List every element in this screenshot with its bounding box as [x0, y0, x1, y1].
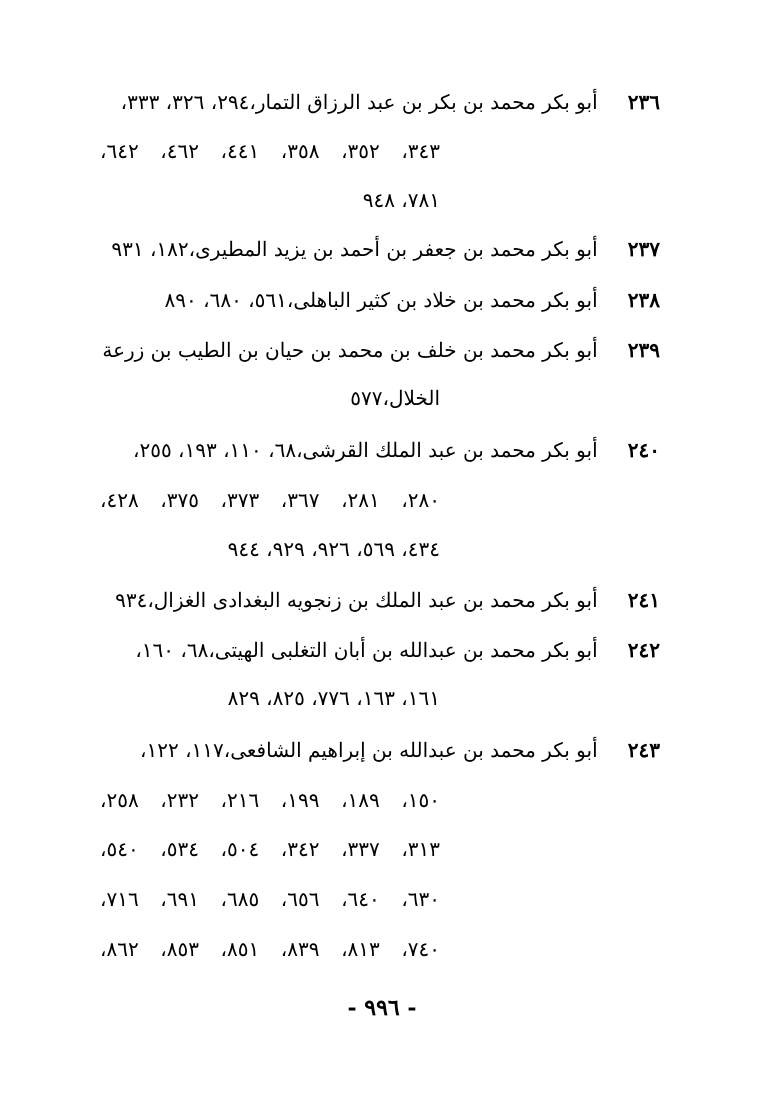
entry-line: [90, 630, 660, 670]
entry-continuation: ٤٣٤، ٥٦٩، ٩٢٦، ٩٢٩، ٩٤٤: [227, 537, 440, 561]
page-number: - ٩٩٦ -: [347, 995, 417, 1021]
entry-line: [90, 580, 660, 620]
entry-number: ٢٤٢: [627, 638, 660, 662]
entry-line: [90, 280, 660, 320]
entry-line: [90, 229, 660, 269]
entry-text: أبو بكر محمد بن عبد الملك القرشى،٦٨، ١١٠، ١٩٣، ٢٥٥،: [132, 438, 598, 462]
entry-number: ٢٣٦: [627, 90, 660, 114]
entry-text: أبو بكر محمد بن عبدالله بن أبان التغلبى الهيتى،٦٨، ١٦٠،: [135, 638, 598, 662]
entry-number: ٢٣٩: [627, 338, 660, 362]
entry-continuation: ١٥٠، ١٨٩، ١٩٩، ٢١٦، ٢٣٢، ٢٥٨،: [100, 788, 440, 812]
entry-continuation: ٦٣٠، ٦٤٠، ٦٥٦، ٦٨٥، ٦٩١، ٧١٦،: [100, 887, 440, 911]
entry-continuation: ٧٤٠، ٨١٣، ٨٣٩، ٨٥١، ٨٥٣، ٨٦٢،: [100, 937, 440, 961]
entry-text: أبو بكر محمد بن خلف بن محمد بن حيان بن الطيب بن زرعة: [102, 338, 598, 362]
entry-line: [90, 730, 660, 770]
entry-text: أبو بكر محمد بن عبد الملك بن زنجويه البغدادى الغزال،٩٣٤: [115, 588, 598, 612]
entry-number: ٢٣٧: [627, 237, 660, 261]
entry-continuation: ٢٨٠، ٢٨١، ٣٦٧، ٣٧٣، ٣٧٥، ٤٢٨،: [100, 488, 440, 512]
entry-number: ٢٤١: [627, 588, 660, 612]
entry-continuation: ٧٨١، ٩٤٨: [362, 188, 440, 212]
entry-continuation: ١٦١، ١٦٣، ٧٧٦، ٨٢٥، ٨٢٩: [227, 686, 440, 710]
entry-text: أبو بكر محمد بن بكر بن عبد الرزاق التمار،٢٩٤، ٣٢٦، ٣٣٣،: [120, 90, 598, 114]
entry-text: أبو بكر محمد بن جعفر بن أحمد بن يزيد المطيرى،١٨٢، ٩٣١: [111, 237, 598, 261]
entry-text: أبو بكر محمد بن خلاد بن كثير الباهلى،٥٦١، ٦٨٠، ٨٩٠: [164, 288, 598, 312]
entry-line: [90, 430, 660, 470]
entry-line: [90, 330, 660, 370]
entry-number: ٢٤٣: [627, 738, 660, 762]
entry-continuation: ٣٤٣، ٣٥٢، ٣٥٨، ٤٤١، ٤٦٢، ٦٤٢،: [100, 139, 440, 163]
entry-text: أبو بكر محمد بن عبدالله بن إبراهيم الشافعى،١١٧، ١٢٢،: [140, 738, 598, 762]
entry-number: ٢٣٨: [627, 288, 660, 312]
entry-line: [90, 82, 660, 122]
entry-number: ٢٤٠: [627, 438, 660, 462]
entry-continuation: الخلال،٥٧٧: [350, 386, 440, 410]
entry-continuation: ٣١٣، ٣٣٧، ٣٤٢، ٥٠٤، ٥٣٤، ٥٤٠،: [100, 837, 440, 861]
